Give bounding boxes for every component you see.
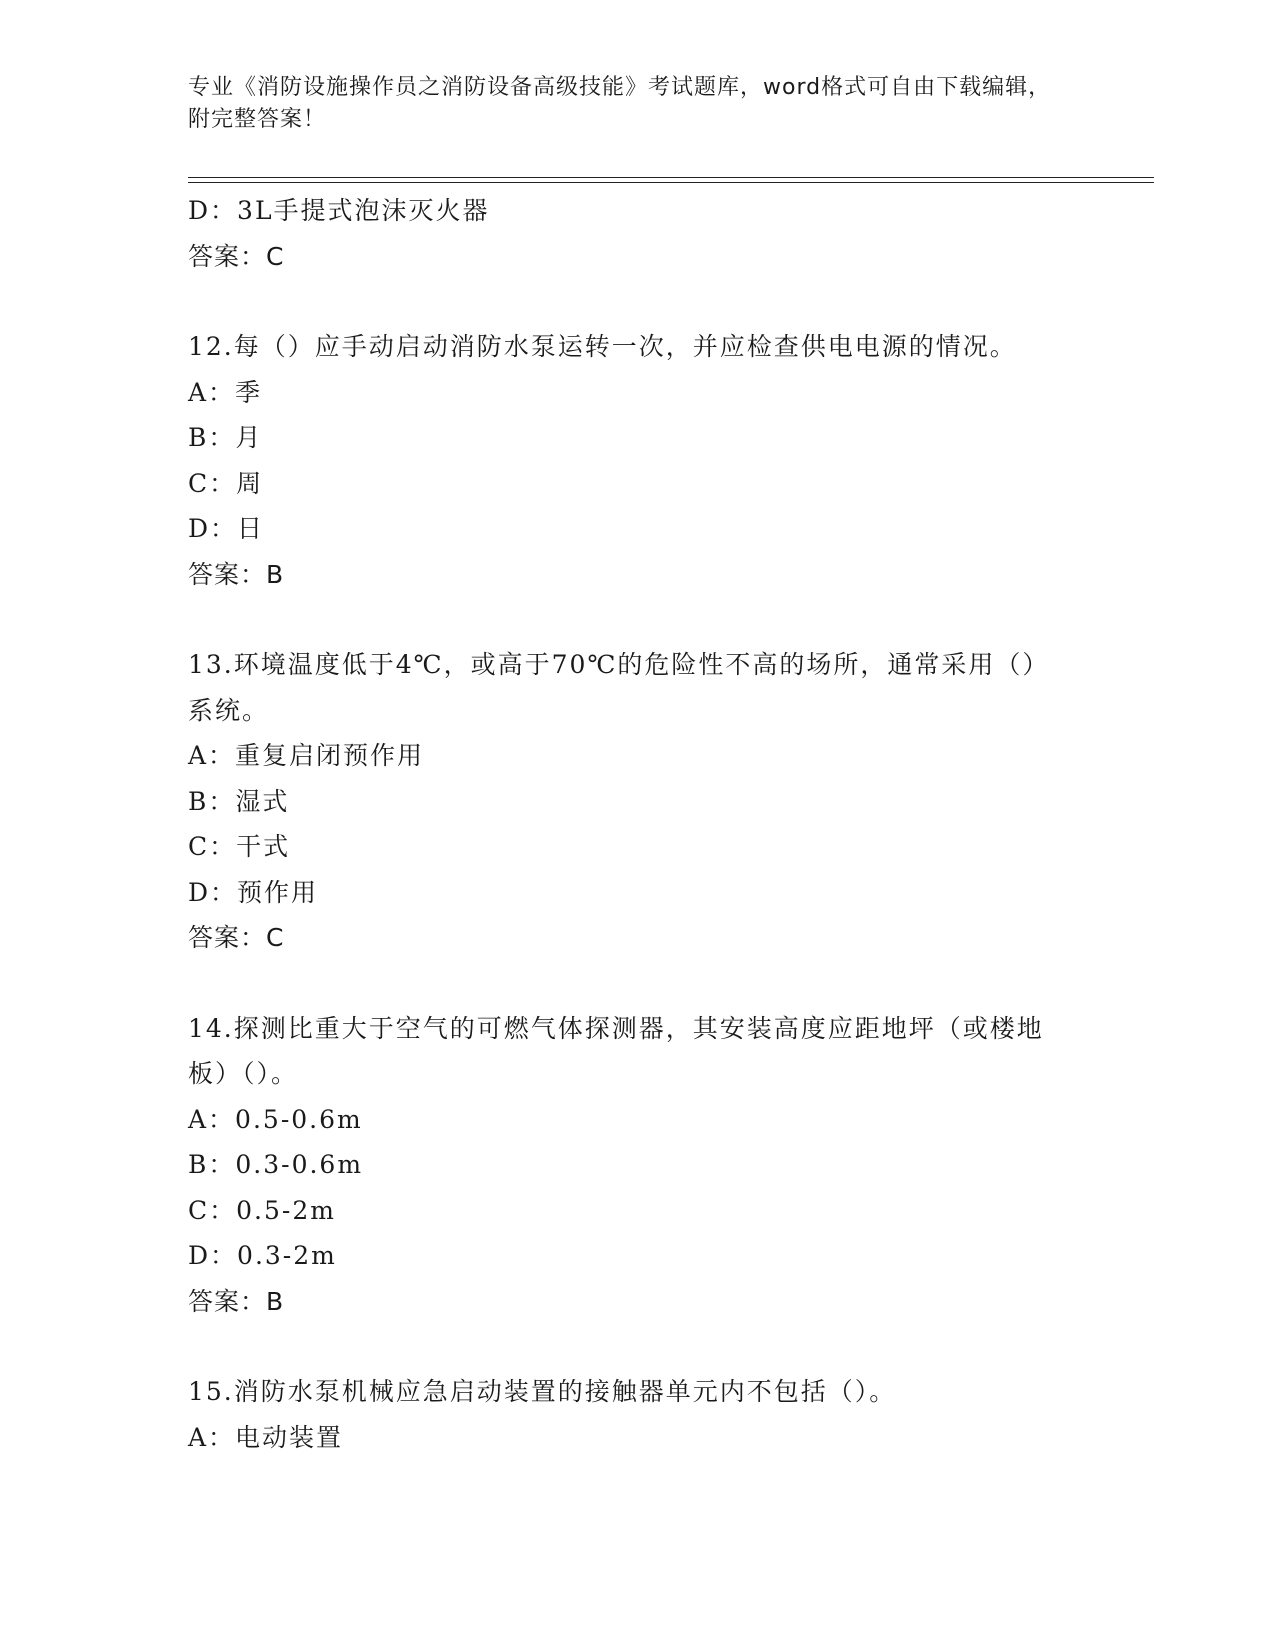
option-b: B：月 — [188, 423, 263, 452]
answer: 答案：B — [188, 1286, 285, 1316]
spacer — [188, 1324, 1088, 1369]
spacer — [188, 597, 1088, 642]
answer: 答案：B — [188, 559, 285, 589]
option-b: B：湿式 — [188, 786, 290, 816]
option-c: C：周 — [188, 468, 264, 498]
question-stem: 14.探测比重大于空气的可燃气体探测器，其安装高度应距地坪（或楼地板）（）。 — [188, 1013, 1044, 1088]
option-a: A：季 — [188, 377, 263, 407]
option-c: C：干式 — [188, 832, 291, 861]
question-15 — [188, 1369, 1088, 1460]
question-stem: 13.环境温度低于4℃，或高于70℃的危险性不高的场所，通常采用（）系统。 — [188, 650, 1050, 725]
question-12 — [188, 324, 1088, 597]
option-d: D：预作用 — [188, 877, 319, 907]
question-14 — [188, 1006, 1088, 1325]
question-list — [188, 188, 1088, 1460]
option-c: C：0.5-2m — [188, 1195, 336, 1225]
question-13 — [188, 642, 1088, 961]
question-stem: 12.每（）应手动启动消防水泵运转一次，并应检查供电电源的情况。 — [188, 332, 1017, 361]
option-d: D：0.3-2m — [188, 1241, 337, 1270]
spacer — [188, 961, 1088, 1006]
option-b: B：0.3-0.6m — [188, 1150, 364, 1179]
spacer — [188, 279, 1088, 324]
option-a: A：电动装置 — [188, 1422, 344, 1452]
option-d: D：3L手提式泡沫灭火器 — [188, 196, 490, 225]
option-a: A：0.5-0.6m — [188, 1104, 363, 1134]
header-divider-top — [188, 177, 1154, 178]
option-d: D：日 — [188, 514, 265, 543]
document-header: 专业《消防设施操作员之消防设备高级技能》考试题库，word格式可自由下载编辑，附完整答案！ — [188, 75, 1052, 132]
answer: 答案：C — [188, 241, 285, 271]
answer: 答案：C — [188, 923, 285, 952]
header-divider-bottom — [188, 182, 1154, 183]
question-11-fragment — [188, 188, 1088, 279]
question-stem: 15.消防水泵机械应急启动装置的接触器单元内不包括（）。 — [188, 1377, 897, 1406]
option-a: A：重复启闭预作用 — [188, 741, 425, 770]
